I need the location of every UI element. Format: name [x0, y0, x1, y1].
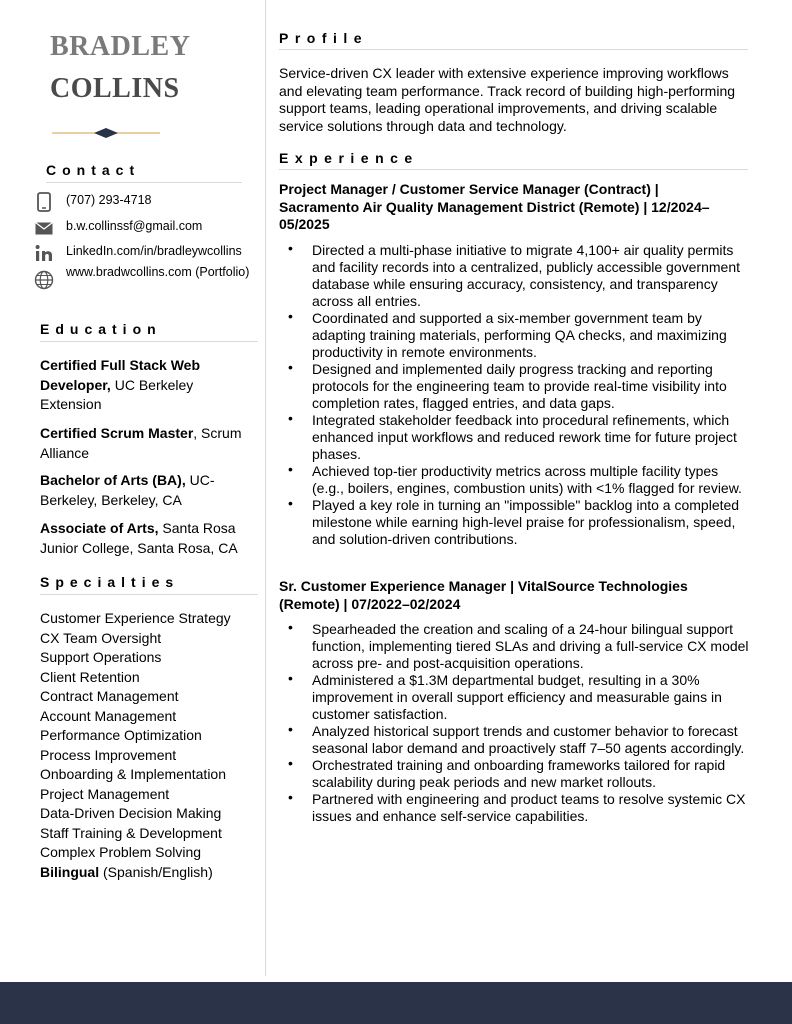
job-bullet: • Designed and implemented daily progress tracking and reporting protocols for the engineering team to provide real-time visibility into completion rates, flagged entries, and data gaps. [279, 361, 749, 412]
name-divider-ornament [52, 126, 160, 140]
contact-website [34, 265, 250, 290]
education-item [40, 471, 255, 510]
linkedin-icon [34, 243, 54, 263]
education-school: , Scrum Alliance [40, 425, 242, 461]
contact-heading: Contact [46, 162, 242, 183]
contact-phone [34, 192, 152, 212]
job-bullet: • Orchestrated training and onboarding frameworks tailored for rapid scalability during peak periods and new market rollouts. [279, 757, 749, 791]
specialty-item: Performance Optimization [40, 727, 202, 743]
specialty-detail: (Spanish/English) [99, 863, 213, 880]
job-bullet: • Integrated stakeholder feedback into procedural refinements, which enhanced input workflows and reduced rework time for future project phases. [279, 412, 749, 463]
specialties-list [40, 609, 231, 882]
education-school: UC Berkeley Extension [40, 376, 194, 412]
education-school: UC-Berkeley, Berkeley, CA [40, 472, 215, 508]
specialty-item: Staff Training & Development [40, 824, 222, 841]
specialty-item: Process Improvement [40, 746, 177, 763]
job-bullets [279, 242, 749, 548]
education-degree: Certified Scrum Master [40, 425, 194, 441]
job-bullet: • Played a key role in turning an "impossible" backlog into a completed milestone while earning high-level praise for professionalism, speed, and solution-driven contributions. [279, 497, 749, 548]
education-degree: Associate of Arts, [40, 520, 159, 536]
specialty-item: Customer Experience Strategy [40, 610, 231, 626]
job-bullet: • Coordinated and supported a six-member government team by adapting training materials, performing QA checks, and maximizing productivity in remote environments. [279, 310, 749, 361]
phone-text[interactable]: (707) 293-4718 [66, 193, 152, 207]
specialty-bold: Bilingual [40, 863, 100, 880]
specialty-item: CX Team Oversight [40, 629, 162, 646]
email-text[interactable]: b.w.collinssf@gmail.com [66, 219, 203, 233]
last-name: COLLINS [50, 73, 180, 104]
contact-linkedin [34, 243, 242, 263]
specialty-item: Onboarding & Implementation [40, 766, 226, 782]
specialty-item: Data-Driven Decision Making [40, 805, 222, 821]
education-school: Santa Rosa Junior College, Santa Rosa, CA [40, 520, 238, 556]
specialty-item: Project Management [40, 785, 170, 802]
job-bullet: • Directed a multi-phase initiative to migrate 4,100+ air quality permits and facility records into a centralized, publicly accessible government database while ensuring accuracy, consistency, and transparency across all entries. [279, 242, 749, 310]
job-title: Project Manager / Customer Service Manager (Contract) | Sacramento Air Quality Management District (Remote) | 12/2024–05/2025 [279, 181, 710, 232]
specialty-item: Account Management [40, 707, 177, 724]
education-degree: Certified Full Stack Web Developer, [40, 357, 200, 393]
contact-email [34, 218, 203, 238]
specialty-item-bilingual [40, 863, 231, 883]
education-heading: Education [40, 321, 258, 342]
education-item [40, 519, 255, 558]
linkedin-text[interactable]: LinkedIn.com/in/bradleywcollins [66, 244, 242, 258]
globe-icon [34, 270, 54, 290]
job-bullet: • Partnered with engineering and product teams to resolve systemic CX issues and enhance self-service capabilities. [279, 791, 749, 825]
education-item [40, 424, 255, 463]
experience-heading: Experience [279, 150, 748, 170]
footer-bar [0, 982, 792, 1024]
job-bullet: • Analyzed historical support trends and customer behavior to forecast seasonal labor demand and proactively staff 7–50 agents accordingly. [279, 723, 749, 757]
education-item [40, 356, 255, 415]
job-title: Sr. Customer Experience Manager | VitalSource Technologies (Remote) | 07/2022–02/2024 [279, 578, 688, 612]
phone-icon [34, 192, 54, 212]
specialty-item: Support Operations [40, 649, 162, 665]
specialty-item: Contract Management [40, 688, 179, 704]
specialty-item: Client Retention [40, 668, 140, 685]
job-bullets [279, 621, 749, 825]
job-bullet: • Administered a $1.3M departmental budget, resulting in a 30% improvement in overall support efficiency and measurable gains in customer satisfaction. [279, 672, 749, 723]
email-icon [34, 218, 54, 238]
education-degree: Bachelor of Arts (BA), [40, 472, 186, 488]
job-bullet: • Spearheaded the creation and scaling of a 24-hour bilingual support function, implementing tiered SLAs and driving a full-service CX model across pre- and post-acquisition operations. [279, 621, 749, 672]
specialty-item: Complex Problem Solving [40, 844, 202, 860]
first-name: BRADLEY [50, 31, 191, 62]
profile-heading: Profile [279, 30, 748, 50]
specialties-heading: Specialties [40, 574, 258, 595]
website-text[interactable]: www.bradwcollins.com (Portfolio) [66, 265, 250, 279]
job-bullet: • Achieved top-tier productivity metrics across multiple facility types (e.g., boilers, engines, combustion units) with <1% flagged for review. [279, 463, 749, 497]
profile-summary: Service-driven CX leader with extensive experience improving workflows and elevating team performance. Track record of building high-performing support teams, leading operational improvements, and driving scalable service solutions through data and technology. [279, 65, 736, 134]
